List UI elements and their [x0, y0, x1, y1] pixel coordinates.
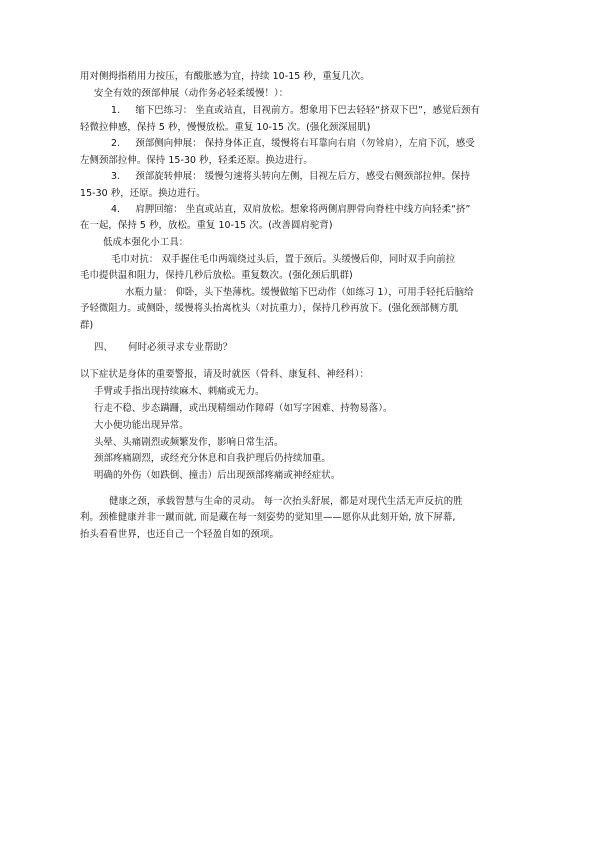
- tool-towel-line-2: 毛巾提供温和阻力，保持几秒后放松。重复数次。(强化颈后肌群): [80, 270, 353, 281]
- intro-line-1: 用对侧拇指稍用力按压，有酸胀感为宜，持续 10-15 秒，重复几次。: [80, 71, 370, 82]
- section-four-title: 何时必须寻求专业帮助？: [128, 342, 233, 353]
- exercise-item-1-line-1: [111, 105, 480, 117]
- exercise-item-3-number: 3.: [111, 171, 121, 182]
- exercise-item-1-text: 缩下巴练习： 坐直或站直，目视前方。想象用下巴去轻轻“挤双下巴”，感觉后颈有: [135, 105, 480, 116]
- symptom-item: 明确的外伤（如跌倒、撞击）后出现颈部疼痛或神经症状。: [94, 470, 341, 481]
- exercise-item-1-line-2: 轻微拉伸感，保持 5 秒，慢慢放松。重复 10-15 次。(强化颈深屈肌): [80, 122, 371, 133]
- symptom-item: 头晕、头痛剧烈或频繁发作，影响日常生活。: [94, 437, 284, 448]
- closing-line-3: 抬头看看世界，也还自己一个轻盈自如的颈项。: [80, 529, 279, 540]
- exercise-item-2-text: 颈部侧向伸展： 保持身体正直，缓慢将右耳靠向右肩（勿耸肩），左肩下沉，感受: [135, 138, 475, 149]
- exercise-item-4-line-1: [111, 204, 471, 216]
- tool-bottle-line-1: 水瓶力量： 仰卧，头下垫薄枕。缓慢做缩下巴动作（如练习 1），可用手轻托后脑给: [125, 287, 474, 298]
- tool-towel-line-1: 毛巾对抗： 双手握住毛巾两端绕过头后，置于颈后。头缓慢后仰，同时双手向前拉: [111, 254, 456, 265]
- exercise-item-2-line-2: 左侧颈部拉伸。保持 15-30 秒，轻柔还原。换边进行。: [80, 155, 313, 166]
- section-four-number: 四、: [94, 342, 113, 353]
- symptom-item: 大小便功能出现异常。: [94, 420, 189, 431]
- exercise-item-4-number: 4.: [111, 204, 121, 215]
- exercise-item-4-line-2: 在一起，保持 5 秒，放松。重复 10-15 次。(改善圆肩驼背): [80, 220, 333, 231]
- symptoms-intro: 以下症状是身体的重要警报，请及时就医（骨科、康复科、神经科）：: [80, 369, 370, 380]
- tool-bottle-line-3: 群): [80, 320, 94, 331]
- symptom-item: 行走不稳、步态蹒跚，或出现精细动作障碍（如写字困难、持物易落）。: [94, 403, 393, 414]
- section-four-heading: [94, 342, 232, 354]
- closing-line-2: 利。颈椎健康并非一蹴而就, 而是藏在每一刻姿势的觉知里——愿你从此刻开始, 放下屏幕,: [80, 512, 456, 523]
- exercise-item-2-number: 2.: [111, 138, 121, 149]
- exercise-item-3-line-2: 15-30 秒，还原。换边进行。: [80, 188, 206, 199]
- section-heading-stretch: 安全有效的颈部伸展（动作务必轻柔缓慢！）：: [94, 88, 289, 99]
- closing-line-1: 健康之颈，承载智慧与生命的灵动。 每一次抬头舒展，都是对现代生活无声反抗的胜: [109, 496, 463, 507]
- exercise-item-3-line-1: [111, 171, 470, 183]
- tool-bottle-line-2: 予轻微阻力。或侧卧，缓慢将头抬离枕头（对抗重力），保持几秒再放下。(强化颈部侧方肌: [80, 303, 459, 314]
- exercise-item-3-text: 颈部旋转伸展： 缓慢匀速将头转向左侧，目视左后方，感受右侧颈部拉伸。保持: [135, 171, 471, 182]
- exercise-item-4-text: 肩胛回缩： 坐直或站直，双肩放松。想象将两侧肩胛骨向脊柱中线方向轻柔“挤”: [135, 204, 471, 215]
- exercise-item-2-line-1: [111, 138, 475, 150]
- symptom-item: 手臂或手指出现持续麻木、刺痛或无力。: [94, 386, 265, 397]
- exercise-item-1-number: 1.: [111, 105, 121, 116]
- tools-heading: 低成本强化小工具：: [103, 237, 189, 248]
- symptom-item: 颈部疼痛剧烈，或经充分休息和自我护理后仍持续加重。: [94, 453, 331, 464]
